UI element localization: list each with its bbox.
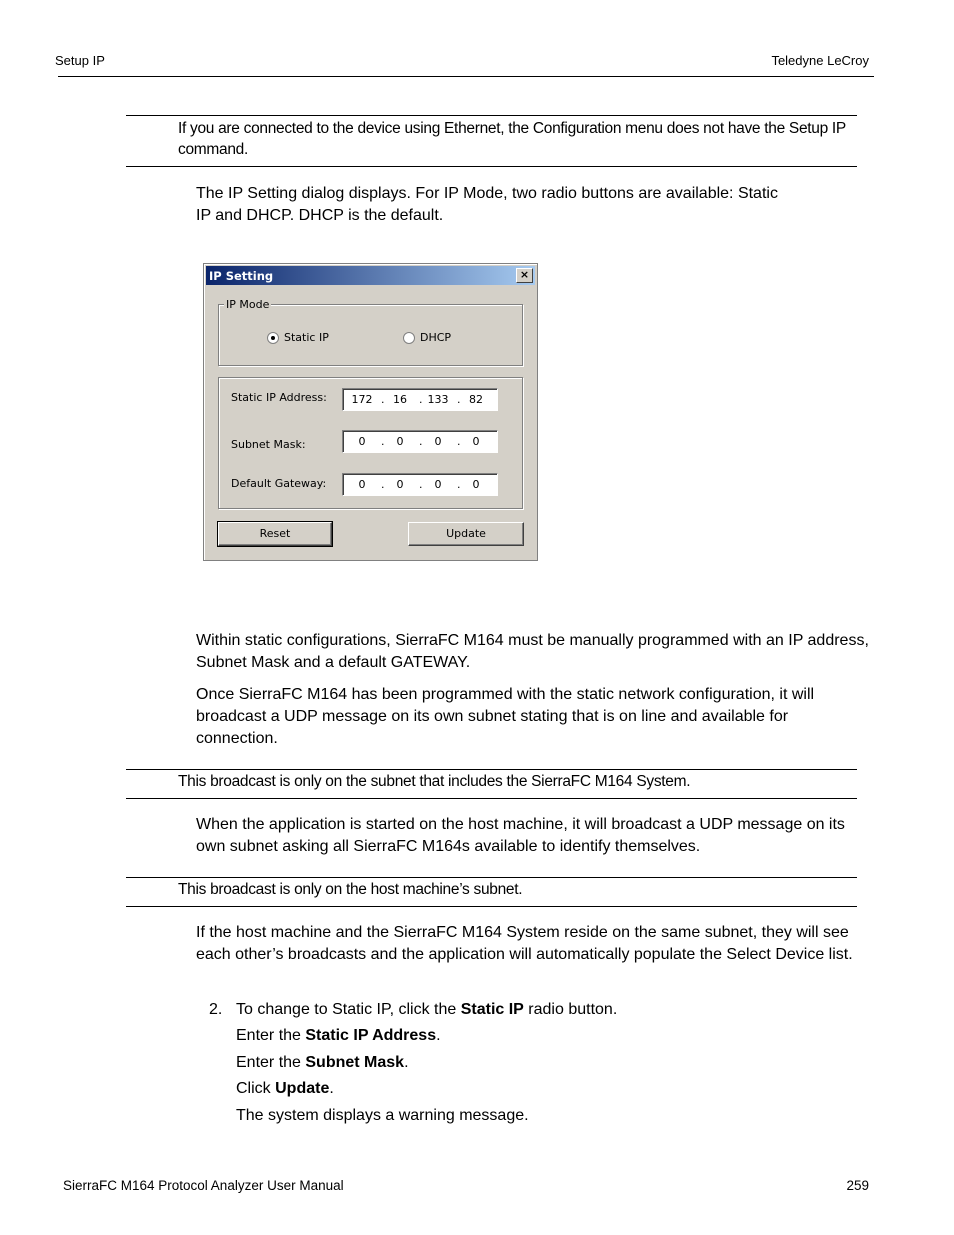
host-broadcast-paragraph: When the application is started on the host machine, it will broadcast a UDP message on its own subnet asking all SierraFC M164s available to identify themselves. <box>196 816 845 855</box>
close-icon[interactable]: × <box>516 268 533 283</box>
note-ethernet: If you are connected to the device using Ethernet, the Configuration menu does not have the Setup IP command. <box>178 120 846 158</box>
octet-separator: . <box>381 435 385 448</box>
page-number: 259 <box>846 1178 869 1193</box>
octet-4: 82 <box>469 393 483 406</box>
ip-mode-group <box>218 304 523 366</box>
note-subnet: This broadcast is only on the subnet that includes the SierraFC M164 System. <box>178 773 691 790</box>
static-ip-address-label: Static IP Address: <box>231 391 327 404</box>
step-line-3: Enter the Subnet Mask. <box>236 1054 409 1071</box>
octet-2: 0 <box>396 435 404 448</box>
note-rule <box>126 115 857 116</box>
subnet-mask-input[interactable] <box>342 430 498 453</box>
step-line-2: Enter the Static IP Address. <box>236 1027 441 1044</box>
default-gateway-input[interactable] <box>342 473 498 496</box>
step-line-5: The system displays a warning message. <box>236 1107 529 1124</box>
static-ip-radio[interactable] <box>267 332 279 344</box>
dhcp-label[interactable]: DHCP <box>420 331 452 344</box>
octet-separator: . <box>419 478 423 491</box>
step-line-1: To change to Static IP, click the Static IP radio button. <box>236 1001 618 1018</box>
header-section: Setup IP <box>55 53 105 68</box>
note-host-subnet: This broadcast is only on the host machine’s subnet. <box>178 881 523 898</box>
header-rule <box>58 76 874 77</box>
octet-1: 0 <box>358 435 366 448</box>
octet-3: 0 <box>434 435 442 448</box>
dhcp-radio[interactable] <box>403 332 415 344</box>
same-subnet-paragraph: If the host machine and the SierraFC M164 System reside on the same subnet, they will see each other’s broadcasts and the application will automatically populate the Select Device list. <box>196 924 853 963</box>
ip-mode-label: IP Mode <box>226 298 270 311</box>
octet-2: 16 <box>393 393 407 406</box>
broadcast-paragraph: Once SierraFC M164 has been programmed with the static network configuration, it will broadcast a UDP message on its own subnet stating that is on line and available for connection. <box>196 686 815 747</box>
static-config-paragraph: Within static configurations, SierraFC M164 must be manually programmed with an IP address, Subnet Mask and a default GATEWAY. <box>196 632 869 671</box>
reset-button[interactable]: Reset <box>218 522 332 546</box>
octet-3: 133 <box>427 393 449 406</box>
intro-paragraph: The IP Setting dialog displays. For IP Mode, two radio buttons are available: Static IP and DHCP. DHCP is the default. <box>196 185 778 224</box>
octet-4: 0 <box>472 478 480 491</box>
octet-2: 0 <box>396 478 404 491</box>
octet-separator: . <box>457 478 461 491</box>
note-rule <box>126 798 857 799</box>
octet-separator: . <box>419 393 423 406</box>
note-rule <box>126 906 857 907</box>
octet-1: 172 <box>351 393 373 406</box>
default-gateway-label: Default Gateway: <box>231 477 327 490</box>
step-line-4: Click Update. <box>236 1080 334 1097</box>
ip-setting-dialog <box>203 263 538 561</box>
octet-3: 0 <box>434 478 442 491</box>
octet-separator: . <box>419 435 423 448</box>
static-ip-label[interactable]: Static IP <box>284 331 329 344</box>
dialog-titlebar <box>206 266 535 285</box>
octet-separator: . <box>457 393 461 406</box>
static-ip-address-input[interactable] <box>342 388 498 411</box>
subnet-mask-label: Subnet Mask: <box>231 438 306 451</box>
octet-1: 0 <box>358 478 366 491</box>
header-company: Teledyne LeCroy <box>771 53 869 68</box>
octet-separator: . <box>381 478 385 491</box>
update-button[interactable]: Update <box>408 522 524 546</box>
octet-separator: . <box>457 435 461 448</box>
note-rule <box>126 769 857 770</box>
footer-title: SierraFC M164 Protocol Analyzer User Manual <box>63 1178 344 1193</box>
note-rule <box>126 877 857 878</box>
dialog-title: IP Setting <box>209 269 274 283</box>
octet-separator: . <box>381 393 385 406</box>
note-rule <box>126 166 857 167</box>
octet-4: 0 <box>472 435 480 448</box>
step-number: 2. <box>209 1001 223 1018</box>
